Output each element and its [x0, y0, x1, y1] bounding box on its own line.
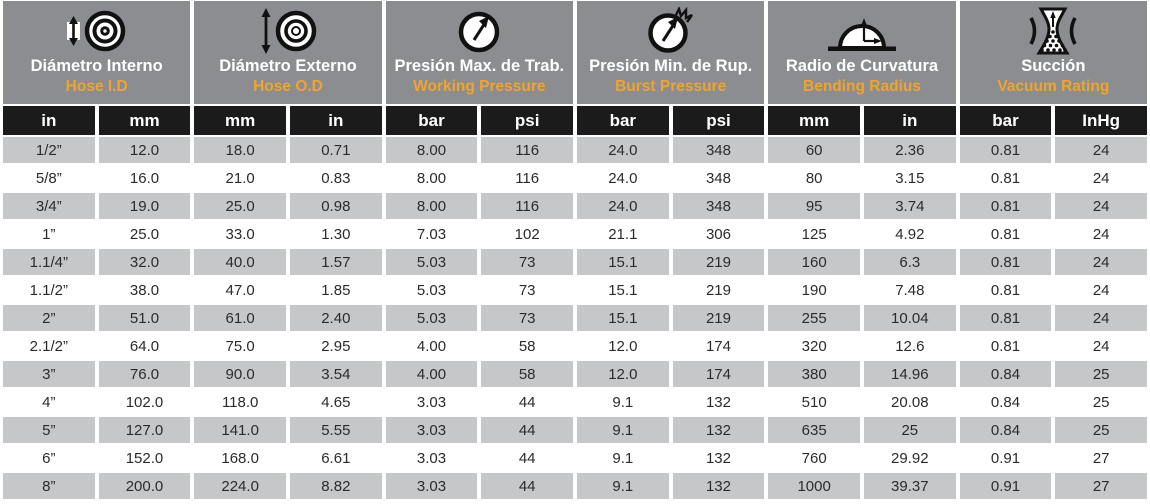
table-cell: 5/8” [3, 165, 95, 191]
group-title: Succión [1021, 57, 1086, 75]
table-cell: 21.1 [577, 221, 669, 247]
table-cell: 2.36 [864, 137, 956, 163]
group-subtitle: Bending Radius [803, 78, 921, 96]
unit-header: bar [386, 106, 478, 135]
table-cell: 12.0 [99, 137, 191, 163]
table-cell: 0.81 [960, 277, 1052, 303]
table-cell: 3.03 [386, 445, 478, 471]
table-cell: 6” [3, 445, 95, 471]
header-group-burst-pressure [577, 1, 764, 104]
group-title: Presión Min. de Rup. [589, 57, 753, 75]
table-cell: 348 [673, 165, 765, 191]
group-subtitle: Burst Pressure [615, 78, 727, 96]
hose-inner-diameter-icon [65, 6, 129, 56]
unit-header: bar [960, 106, 1052, 135]
table-cell: 125 [768, 221, 860, 247]
group-subtitle: Working Pressure [413, 78, 546, 96]
table-cell: 51.0 [99, 305, 191, 331]
table-cell: 255 [768, 305, 860, 331]
table-cell: 127.0 [99, 417, 191, 443]
table-cell: 2.1/2” [3, 333, 95, 359]
table-cell: 32.0 [99, 249, 191, 275]
table-cell: 4.00 [386, 333, 478, 359]
table-cell: 4.92 [864, 221, 956, 247]
table-cell: 219 [673, 305, 765, 331]
table-cell: 8.00 [386, 137, 478, 163]
table-cell: 12.0 [577, 361, 669, 387]
table-cell: 9.1 [577, 417, 669, 443]
table-cell: 24.0 [577, 193, 669, 219]
table-cell: 200.0 [99, 473, 191, 499]
unit-header: mm [768, 106, 860, 135]
table-cell: 760 [768, 445, 860, 471]
table-cell: 8.82 [290, 473, 382, 499]
table-cell: 29.92 [864, 445, 956, 471]
table-cell: 132 [673, 417, 765, 443]
table-cell: 118.0 [194, 389, 286, 415]
table-cell: 80 [768, 165, 860, 191]
table-cell: 25 [1055, 361, 1147, 387]
table-cell: 3.03 [386, 417, 478, 443]
table-cell: 16.0 [99, 165, 191, 191]
unit-header: mm [194, 106, 286, 135]
table-cell: 47.0 [194, 277, 286, 303]
table-cell: 25 [864, 417, 956, 443]
table-cell: 24 [1055, 249, 1147, 275]
table-cell: 24 [1055, 333, 1147, 359]
table-cell: 8” [3, 473, 95, 499]
table-cell: 24 [1055, 221, 1147, 247]
table-cell: 8.00 [386, 193, 478, 219]
table-cell: 76.0 [99, 361, 191, 387]
table-cell: 7.03 [386, 221, 478, 247]
table-cell: 1000 [768, 473, 860, 499]
group-subtitle: Hose O.D [253, 78, 323, 96]
header-group-hose-id [3, 1, 190, 104]
table-cell: 219 [673, 277, 765, 303]
table-cell: 1.1/4” [3, 249, 95, 275]
table-cell: 1/2” [3, 137, 95, 163]
table-cell: 90.0 [194, 361, 286, 387]
table-cell: 0.81 [960, 165, 1052, 191]
table-cell: 3.74 [864, 193, 956, 219]
unit-header: psi [673, 106, 765, 135]
table-cell: 5.03 [386, 305, 478, 331]
table-cell: 25 [1055, 389, 1147, 415]
table-cell: 38.0 [99, 277, 191, 303]
table-cell: 44 [481, 473, 573, 499]
table-cell: 0.84 [960, 389, 1052, 415]
table-cell: 635 [768, 417, 860, 443]
pressure-gauge-icon [455, 6, 503, 56]
table-cell: 1.57 [290, 249, 382, 275]
table-cell: 102 [481, 221, 573, 247]
table-cell: 58 [481, 361, 573, 387]
table-cell: 6.61 [290, 445, 382, 471]
table-cell: 0.81 [960, 137, 1052, 163]
table-cell: 174 [673, 333, 765, 359]
table-cell: 0.83 [290, 165, 382, 191]
table-cell: 0.81 [960, 333, 1052, 359]
table-cell: 5.55 [290, 417, 382, 443]
table-cell: 0.98 [290, 193, 382, 219]
table-cell: 0.71 [290, 137, 382, 163]
header-group-working-pressure [386, 1, 573, 104]
table-cell: 2” [3, 305, 95, 331]
table-cell: 0.81 [960, 193, 1052, 219]
group-title: Presión Max. de Trab. [394, 57, 565, 75]
table-cell: 64.0 [99, 333, 191, 359]
table-cell: 20.08 [864, 389, 956, 415]
unit-header: in [3, 106, 95, 135]
table-cell: 27 [1055, 473, 1147, 499]
table-cell: 152.0 [99, 445, 191, 471]
table-cell: 132 [673, 473, 765, 499]
table-cell: 33.0 [194, 221, 286, 247]
table-cell: 116 [481, 193, 573, 219]
table-cell: 3” [3, 361, 95, 387]
unit-header: psi [481, 106, 573, 135]
table-cell: 73 [481, 249, 573, 275]
table-cell: 219 [673, 249, 765, 275]
table-cell: 24.0 [577, 165, 669, 191]
table-cell: 320 [768, 333, 860, 359]
table-cell: 3.03 [386, 389, 478, 415]
table-cell: 0.81 [960, 249, 1052, 275]
table-cell: 116 [481, 137, 573, 163]
table-cell: 380 [768, 361, 860, 387]
group-title: Diámetro Externo [219, 57, 357, 75]
table-cell: 24 [1055, 165, 1147, 191]
bending-radius-icon [824, 6, 900, 56]
table-cell: 3/4” [3, 193, 95, 219]
table-cell: 348 [673, 193, 765, 219]
table-cell: 75.0 [194, 333, 286, 359]
table-cell: 6.3 [864, 249, 956, 275]
table-cell: 73 [481, 277, 573, 303]
table-cell: 27 [1055, 445, 1147, 471]
table-cell: 0.84 [960, 417, 1052, 443]
table-cell: 14.96 [864, 361, 956, 387]
unit-header: in [290, 106, 382, 135]
table-cell: 8.00 [386, 165, 478, 191]
table-cell: 39.37 [864, 473, 956, 499]
table-cell: 61.0 [194, 305, 286, 331]
table-cell: 348 [673, 137, 765, 163]
table-cell: 73 [481, 305, 573, 331]
table-cell: 174 [673, 361, 765, 387]
group-title: Radio de Curvatura [785, 57, 939, 75]
table-cell: 1.30 [290, 221, 382, 247]
table-cell: 102.0 [99, 389, 191, 415]
table-cell: 5.03 [386, 277, 478, 303]
table-cell: 168.0 [194, 445, 286, 471]
table-cell: 4.00 [386, 361, 478, 387]
table-cell: 190 [768, 277, 860, 303]
group-subtitle: Vacuum Rating [997, 78, 1110, 96]
table-cell: 4” [3, 389, 95, 415]
table-cell: 9.1 [577, 473, 669, 499]
table-cell: 2.40 [290, 305, 382, 331]
table-cell: 12.0 [577, 333, 669, 359]
table-cell: 1.1/2” [3, 277, 95, 303]
table-cell: 5” [3, 417, 95, 443]
table-cell: 9.1 [577, 445, 669, 471]
table-cell: 40.0 [194, 249, 286, 275]
hose-outer-diameter-icon [256, 6, 320, 56]
table-cell: 15.1 [577, 277, 669, 303]
table-cell: 24.0 [577, 137, 669, 163]
burst-gauge-icon [645, 6, 697, 56]
table-cell: 141.0 [194, 417, 286, 443]
table-cell: 5.03 [386, 249, 478, 275]
table-cell: 44 [481, 417, 573, 443]
table-cell: 21.0 [194, 165, 286, 191]
table-cell: 58 [481, 333, 573, 359]
table-cell: 18.0 [194, 137, 286, 163]
table-cell: 1.85 [290, 277, 382, 303]
table-cell: 7.48 [864, 277, 956, 303]
table-cell: 15.1 [577, 305, 669, 331]
table-cell: 3.03 [386, 473, 478, 499]
table-cell: 9.1 [577, 389, 669, 415]
table-cell: 116 [481, 165, 573, 191]
table-cell: 44 [481, 445, 573, 471]
table-cell: 0.91 [960, 473, 1052, 499]
table-cell: 44 [481, 389, 573, 415]
table-cell: 60 [768, 137, 860, 163]
table-cell: 3.15 [864, 165, 956, 191]
vacuum-icon [1021, 6, 1085, 56]
table-cell: 4.65 [290, 389, 382, 415]
unit-header: InHg [1055, 106, 1147, 135]
table-cell: 25 [1055, 417, 1147, 443]
table-cell: 24 [1055, 137, 1147, 163]
table-cell: 0.81 [960, 221, 1052, 247]
table-cell: 2.95 [290, 333, 382, 359]
header-group-bending-radius [768, 1, 955, 104]
table-cell: 132 [673, 389, 765, 415]
table-cell: 95 [768, 193, 860, 219]
table-cell: 24 [1055, 305, 1147, 331]
table-cell: 0.84 [960, 361, 1052, 387]
header-group-hose-od [194, 1, 381, 104]
table-cell: 510 [768, 389, 860, 415]
group-title: Diámetro Interno [30, 57, 163, 75]
group-subtitle: Hose I.D [65, 78, 128, 96]
table-cell: 1” [3, 221, 95, 247]
table-cell: 132 [673, 445, 765, 471]
table-cell: 306 [673, 221, 765, 247]
table-cell: 224.0 [194, 473, 286, 499]
table-cell: 24 [1055, 193, 1147, 219]
unit-header: bar [577, 106, 669, 135]
table-cell: 24 [1055, 277, 1147, 303]
table-cell: 25.0 [194, 193, 286, 219]
table-cell: 12.6 [864, 333, 956, 359]
table-cell: 15.1 [577, 249, 669, 275]
table-cell: 19.0 [99, 193, 191, 219]
table-cell: 25.0 [99, 221, 191, 247]
unit-header: in [864, 106, 956, 135]
table-cell: 3.54 [290, 361, 382, 387]
table-cell: 10.04 [864, 305, 956, 331]
header-group-vacuum [960, 1, 1147, 104]
unit-header: mm [99, 106, 191, 135]
table-cell: 160 [768, 249, 860, 275]
table-cell: 0.81 [960, 305, 1052, 331]
table-cell: 0.91 [960, 445, 1052, 471]
